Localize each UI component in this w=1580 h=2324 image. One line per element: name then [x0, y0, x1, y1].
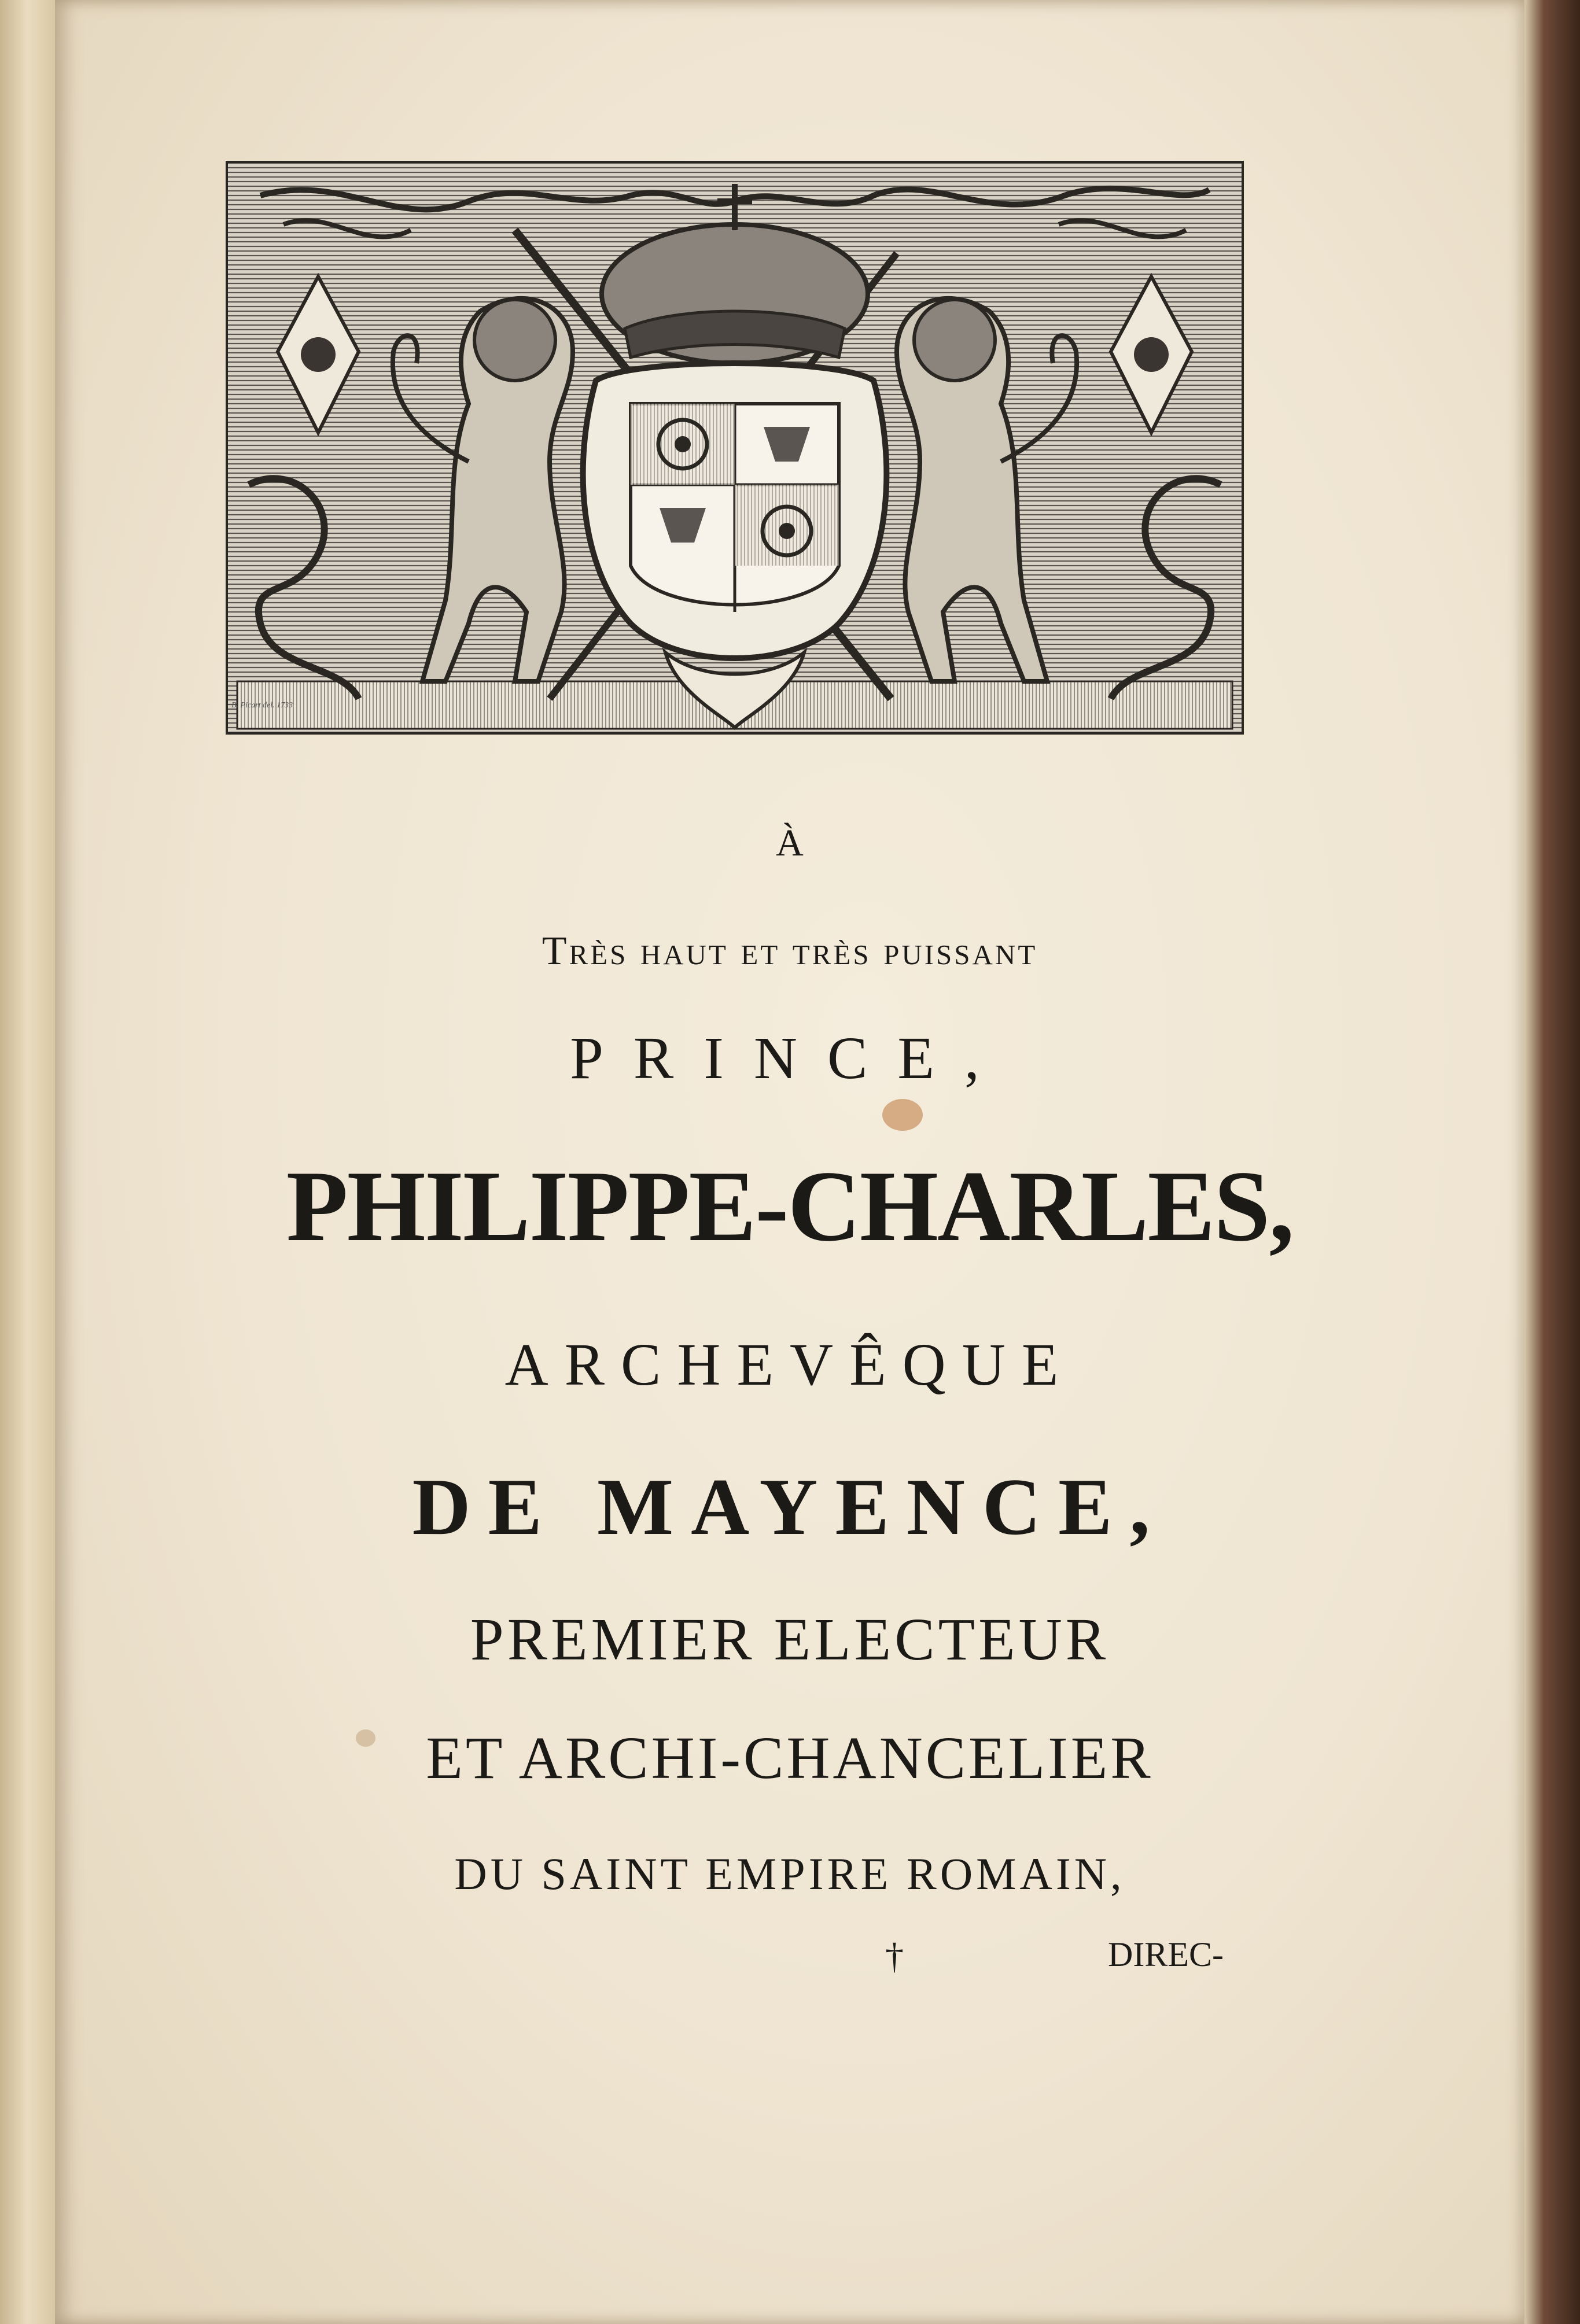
dedication-name: PHILIPPE-CHARLES,: [286, 1150, 1294, 1262]
dedication-archeveque: ARCHEVÊQUE: [504, 1331, 1075, 1398]
dedication-premier-electeur: PREMIER ELECTEUR: [470, 1606, 1110, 1673]
engraver-credit: B. Picart del. 1733: [231, 701, 293, 710]
dedication-honorific: Très haut et très puissant: [542, 929, 1038, 973]
dedication-prince: PRINCE,: [570, 1025, 1010, 1091]
dedication-mayence: DE MAYENCE,: [412, 1462, 1167, 1552]
book-cover-edge: [1524, 0, 1580, 2324]
dedication-archi-chancelier: ET ARCHI-CHANCELIER: [426, 1725, 1154, 1791]
signature-mark: †: [885, 1935, 904, 1976]
dedication-a: À: [776, 822, 804, 864]
coat-of-arms-engraving: [226, 161, 1244, 735]
dedication-saint-empire: DU SAINT EMPIRE ROMAIN,: [454, 1849, 1125, 1899]
foxing-stain: [882, 1099, 923, 1131]
catchword: DIREC-: [1108, 1935, 1224, 1973]
